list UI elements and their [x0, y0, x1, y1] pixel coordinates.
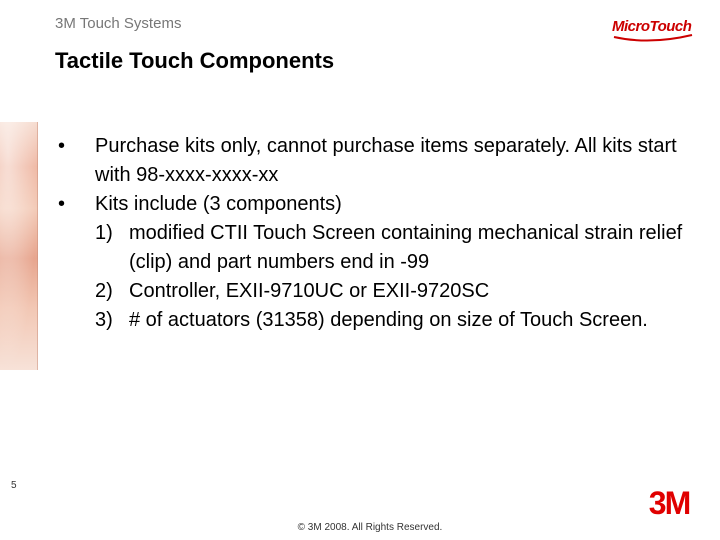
- company-header: 3M Touch Systems: [55, 15, 182, 32]
- numbered-item: [56, 277, 696, 306]
- 3m-logo: [640, 486, 698, 518]
- microtouch-logo-text: MicroTouch: [612, 18, 692, 35]
- bullet-marker: •: [58, 193, 66, 215]
- page-number: 5: [11, 480, 17, 491]
- item-text: # of actuators (31358) depending on size of Touch Screen.: [129, 309, 648, 331]
- item-text: Controller, EXII-9710UC or EXII-9720SC: [129, 280, 490, 302]
- bullet-text: Kits include (3 components): [95, 193, 342, 215]
- bullet-marker: •: [58, 135, 66, 157]
- item-text: modified CTII Touch Screen containing mechanical strain relief (clip) and part numbers end in -99: [129, 222, 683, 273]
- item-number: 3): [95, 309, 113, 331]
- side-decorative-image: [0, 122, 38, 370]
- numbered-item: [56, 219, 696, 277]
- microtouch-logo: [610, 14, 696, 48]
- bullet-item: [56, 132, 696, 190]
- copyright-text: © 3M 2008. All Rights Reserved.: [297, 522, 443, 533]
- bullet-text: Purchase kits only, cannot purchase items separately. All kits start with 98-xxxx-xxxx-xx: [95, 135, 677, 186]
- item-number: 1): [95, 222, 113, 244]
- slide-title: Tactile Touch Components: [55, 48, 335, 73]
- microtouch-swoosh: [614, 35, 692, 41]
- slide-content: [56, 132, 696, 335]
- numbered-item: [56, 306, 696, 335]
- item-number: 2): [95, 280, 113, 302]
- bullet-item: [56, 190, 696, 219]
- 3m-logo-text: 3M: [648, 486, 690, 518]
